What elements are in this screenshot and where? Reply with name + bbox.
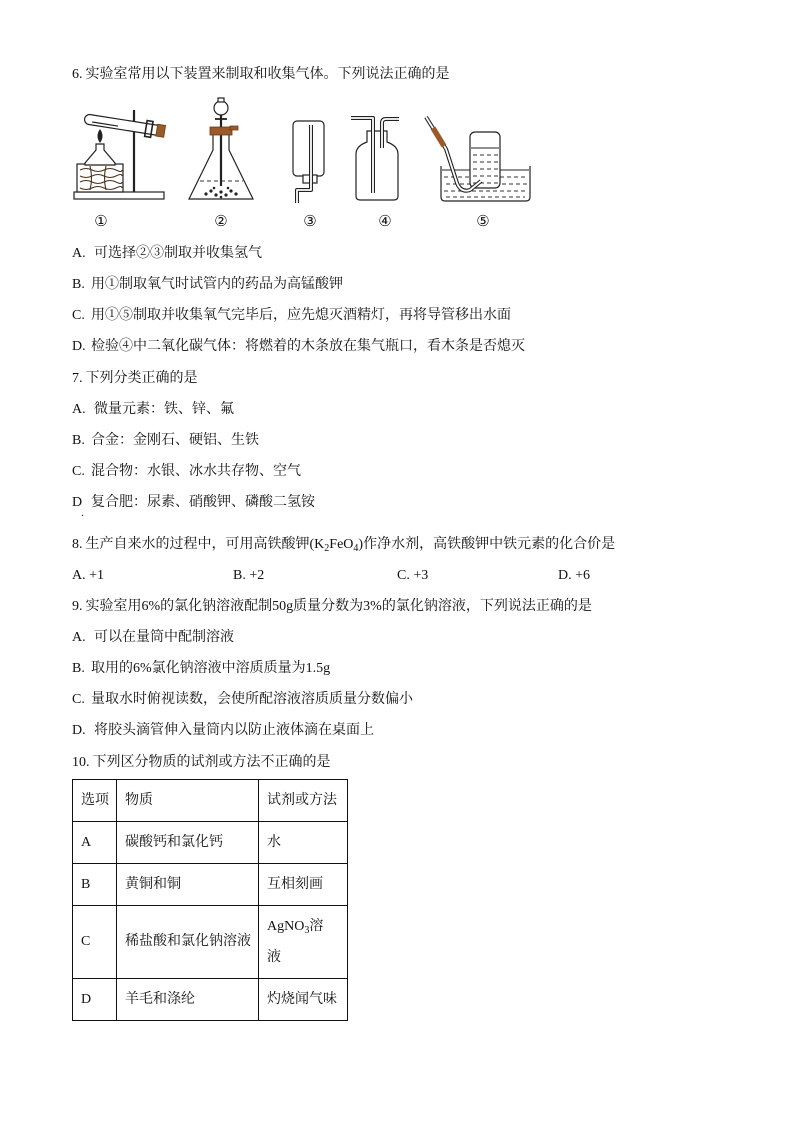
- cell-substances: 碳酸钙和氯化钙: [117, 822, 259, 864]
- header-method: 试剂或方法: [259, 780, 348, 822]
- option-letter: A.: [72, 246, 86, 261]
- option-letter: C.: [72, 308, 85, 323]
- apparatus-5-water-trough: [426, 117, 530, 201]
- test-tube: [83, 111, 166, 139]
- flask-stopper: [210, 127, 232, 135]
- cell-option: C: [73, 906, 117, 979]
- cell-substances: 稀盐酸和氯化钠溶液: [117, 906, 259, 979]
- question-text: 实验室用6%的氯化钠溶液配制50g质量分数为3%的氯化钠溶液，下列说法正确的是: [85, 599, 592, 614]
- option-letter: D.: [72, 723, 86, 738]
- header-substances: 物质: [117, 780, 259, 822]
- cell-method: [259, 906, 348, 979]
- figure-label-4: ④: [378, 214, 392, 230]
- subscript: 2: [324, 543, 330, 554]
- option-letter: C.: [397, 568, 410, 583]
- question-number: 9.: [72, 599, 83, 614]
- cell-option: A: [73, 822, 117, 864]
- option-text: 可选择②③制取并收集氢气: [94, 246, 262, 261]
- option-text: 检验④中二氧化碳气体：将燃着的木条放在集气瓶口，看木条是否熄灭: [91, 339, 525, 354]
- question-6-option-a: [72, 244, 262, 264]
- apparatus-figure: [70, 95, 540, 210]
- option-text: +1: [89, 568, 105, 583]
- stand-base: [74, 192, 164, 199]
- header-option: 选项: [73, 780, 117, 822]
- question-text-part: 生产自来水的过程中，可用高铁酸钾(K: [85, 537, 325, 552]
- question-7-option-c: [72, 462, 301, 482]
- option-text: 复合肥：尿素、硝酸钾、磷酸二氢铵: [91, 495, 315, 510]
- option-letter: C.: [72, 692, 85, 707]
- question-9-stem: [72, 597, 592, 617]
- method-table: [72, 779, 348, 1021]
- option-text: +3: [413, 568, 429, 583]
- gas-bottle: [293, 121, 324, 176]
- figure-label-1: ①: [94, 214, 108, 230]
- option-text: 用①⑤制取并收集氧气完毕后，应先熄灭酒精灯，再将导管移出水面: [91, 308, 511, 323]
- subscript: 4: [353, 543, 359, 554]
- question-10-stem: [72, 753, 331, 773]
- cell-substances: 羊毛和涤纶: [117, 979, 259, 1021]
- question-number: 8.: [72, 537, 83, 552]
- option-letter: C.: [72, 464, 85, 479]
- option-letter: B.: [72, 661, 85, 676]
- figure-label-5: ⑤: [476, 214, 490, 230]
- option-letter: B.: [72, 277, 85, 292]
- gas-bottle: [356, 131, 398, 200]
- question-6-stem: [72, 65, 450, 85]
- question-9-option-b: [72, 659, 330, 679]
- lamp-flame: [98, 129, 103, 143]
- option-letter: B.: [72, 433, 85, 448]
- funnel-top: [218, 98, 224, 102]
- option-text: +2: [249, 568, 265, 583]
- question-8-stem: [72, 535, 615, 555]
- table-header-row: [73, 780, 348, 822]
- option-text: 量取水时俯视读数，会使所配溶液溶质质量分数偏小: [91, 692, 413, 707]
- method-formula: [267, 911, 333, 973]
- option-text: 混合物：水银、冰水共存物、空气: [91, 464, 301, 479]
- question-8-option-c: [397, 566, 428, 586]
- question-7-option-a: [72, 400, 234, 420]
- side-tube: [230, 126, 238, 130]
- rubber-connector: [433, 128, 444, 146]
- question-number: 6.: [72, 67, 83, 82]
- option-text: 可以在量筒中配制溶液: [94, 630, 234, 645]
- question-7-stem: [72, 369, 198, 389]
- question-text: 下列分类正确的是: [85, 371, 198, 386]
- option-letter: D: [72, 495, 83, 510]
- tube-stopper: [156, 124, 166, 137]
- cell-option: B: [73, 864, 117, 906]
- question-text: 下列区分物质的试剂或方法不正确的是: [92, 755, 331, 770]
- subscript: 3: [304, 925, 310, 936]
- cell-method: 互相刻画: [259, 864, 348, 906]
- question-text: 实验室常用以下装置来制取和收集气体。下列说法正确的是: [85, 67, 450, 82]
- question-number: 7.: [72, 371, 83, 386]
- option-text: 合金：金刚石、硬铝、生铁: [91, 433, 259, 448]
- table-row: [73, 906, 348, 979]
- stray-dot: .: [81, 505, 84, 519]
- question-6-option-d: [72, 337, 525, 357]
- option-letter: B.: [233, 568, 246, 583]
- table-row: [73, 864, 348, 906]
- question-9-option-a: [72, 628, 234, 648]
- formula-part: 溶液: [267, 919, 324, 965]
- apparatus-1-heating-setup: [74, 110, 166, 199]
- option-letter: A.: [72, 402, 86, 417]
- question-text-part: FeO: [329, 537, 354, 552]
- apparatus-3-collection-bottle: [293, 121, 324, 203]
- question-7-option-d: [72, 493, 315, 513]
- option-letter: A.: [72, 568, 86, 583]
- option-text: 用①制取氧气时试管内的药品为高锰酸钾: [91, 277, 343, 292]
- question-8-option-d: [558, 566, 590, 586]
- option-letter: D.: [72, 339, 86, 354]
- option-text: +6: [575, 568, 591, 583]
- cell-substances: 黄铜和铜: [117, 864, 259, 906]
- option-letter: A.: [72, 630, 86, 645]
- question-number: 10.: [72, 755, 90, 770]
- formula-part: AgNO: [267, 919, 305, 934]
- alcohol-lamp: [85, 144, 115, 165]
- question-9-option-d: [72, 721, 374, 741]
- inverted-gas-bottle: [470, 132, 500, 188]
- question-8-option-a: [72, 566, 104, 586]
- option-text: 微量元素：铁、锌、氟: [94, 402, 234, 417]
- question-8-option-b: [233, 566, 264, 586]
- question-7-option-b: [72, 431, 259, 451]
- apparatus-4-two-tube-bottle: [351, 118, 399, 200]
- cell-method: 灼烧闻气味: [259, 979, 348, 1021]
- cell-method: 水: [259, 822, 348, 864]
- option-text: 取用的6%氯化钠溶液中溶质质量为1.5g: [91, 661, 331, 676]
- question-text-part: )作净水剂，高铁酸钾中铁元素的化合价是: [358, 537, 616, 552]
- figure-label-3: ③: [303, 214, 317, 230]
- table-row: [73, 979, 348, 1021]
- cell-option: D: [73, 979, 117, 1021]
- option-text: 将胶头滴管伸入量筒内以防止液体滴在桌面上: [94, 723, 374, 738]
- apparatus-2-flask-with-funnel: [189, 98, 253, 199]
- figure-label-2: ②: [214, 214, 228, 230]
- question-9-option-c: [72, 690, 413, 710]
- question-6-option-c: [72, 306, 511, 326]
- option-letter: D.: [558, 568, 572, 583]
- funnel-bulb: [214, 101, 228, 115]
- table-row: [73, 822, 348, 864]
- question-6-option-b: [72, 275, 343, 295]
